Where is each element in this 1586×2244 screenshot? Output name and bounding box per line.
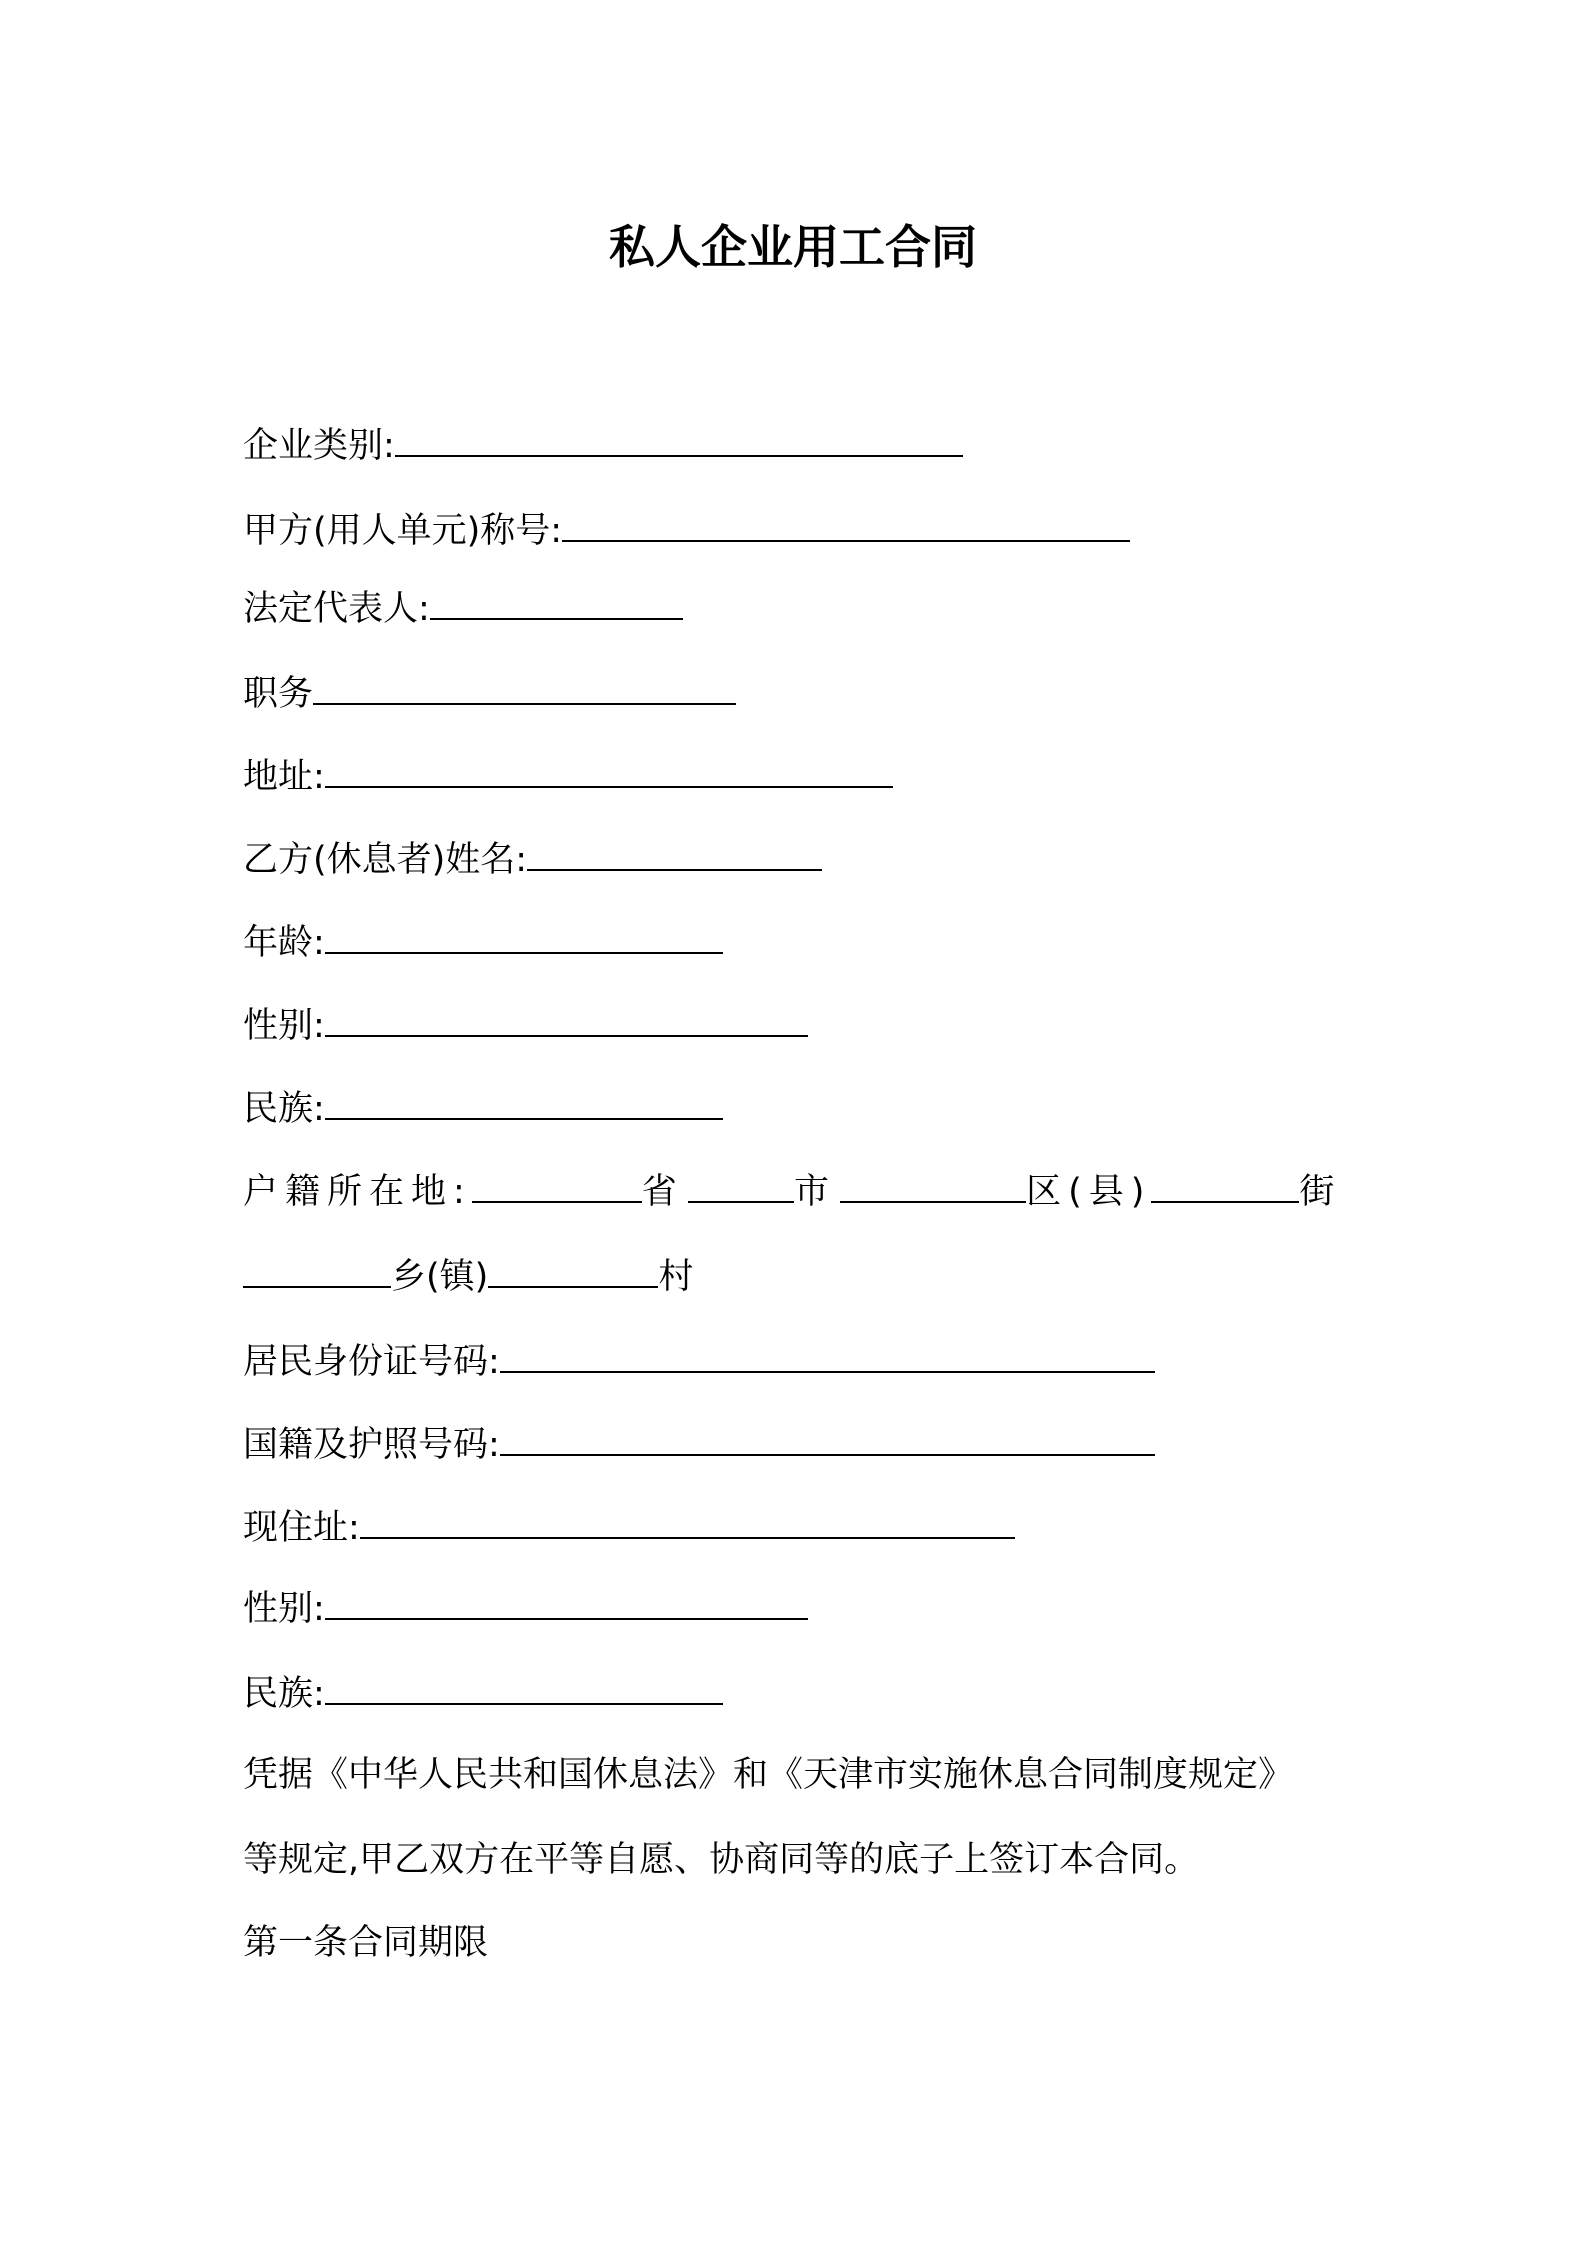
- id-number-label: 居民身份证号码:: [243, 1342, 500, 1382]
- township-label: 乡(镇): [391, 1257, 489, 1297]
- gender-label-2: 性别:: [243, 1589, 325, 1629]
- ethnicity-label: 民族:: [243, 1089, 325, 1129]
- age-label: 年龄:: [243, 923, 325, 963]
- paragraph-line-2: 等规定,甲乙双方在平等自愿、协商同等的底子上签订本合同。: [243, 1840, 1200, 1880]
- id-number-row: [243, 1337, 1155, 1383]
- gender-blank-2[interactable]: [325, 1584, 808, 1620]
- position-label: 职务: [243, 674, 314, 714]
- township-row: [243, 1252, 693, 1298]
- district-label: 区(县): [1026, 1172, 1152, 1212]
- gender-blank[interactable]: [325, 1001, 808, 1037]
- household-label: 户籍所在地:: [243, 1172, 472, 1212]
- nationality-passport-label: 国籍及护照号码:: [243, 1425, 500, 1465]
- city-blank[interactable]: [688, 1167, 794, 1203]
- party-a-name-label: 甲方(用人单元)称号:: [243, 511, 563, 551]
- party-b-name-blank[interactable]: [527, 835, 822, 871]
- party-a-name-blank[interactable]: [562, 506, 1130, 542]
- address-blank[interactable]: [325, 752, 893, 788]
- position-row: [243, 669, 736, 715]
- enterprise-type-label: 企业类别:: [243, 426, 395, 466]
- position-blank[interactable]: [313, 669, 736, 705]
- party-b-name-row: [243, 835, 822, 881]
- ethnicity-blank-2[interactable]: [325, 1669, 723, 1705]
- party-b-name-label: 乙方(休息者)姓名:: [243, 840, 528, 880]
- current-address-row: [243, 1503, 1015, 1549]
- paragraph-line-1: 凭据《中华人民共和国休息法》和《天津市实施休息合同制度规定》: [243, 1755, 1294, 1795]
- address-label: 地址:: [243, 757, 325, 797]
- id-number-blank[interactable]: [500, 1337, 1155, 1373]
- legal-rep-row: [243, 584, 683, 630]
- nationality-passport-row: [243, 1420, 1155, 1466]
- city-label: 市: [793, 1172, 829, 1212]
- nationality-passport-blank[interactable]: [500, 1420, 1155, 1456]
- province-blank[interactable]: [472, 1167, 642, 1203]
- household-row: [243, 1167, 1334, 1213]
- township-blank[interactable]: [243, 1252, 391, 1288]
- enterprise-type-blank[interactable]: [395, 421, 963, 457]
- ethnicity-row-2: [243, 1669, 723, 1715]
- province-label: 省: [641, 1172, 677, 1212]
- party-a-name-row: [243, 506, 1130, 552]
- enterprise-type-row: [243, 421, 963, 467]
- ethnicity-blank[interactable]: [325, 1084, 723, 1120]
- document-title: 私人企业用工合同: [609, 220, 977, 274]
- current-address-label: 现住址:: [243, 1508, 360, 1548]
- legal-rep-blank[interactable]: [430, 584, 683, 620]
- address-row: [243, 752, 893, 798]
- district-blank[interactable]: [840, 1167, 1026, 1203]
- legal-rep-label: 法定代表人:: [243, 589, 430, 629]
- gender-row-2: [243, 1584, 808, 1630]
- street-label: 街: [1299, 1172, 1335, 1212]
- street-blank[interactable]: [1151, 1167, 1299, 1203]
- village-label: 村: [658, 1257, 694, 1297]
- gender-label: 性别:: [243, 1006, 325, 1046]
- village-blank[interactable]: [488, 1252, 658, 1288]
- ethnicity-label-2: 民族:: [243, 1674, 325, 1714]
- gender-row: [243, 1001, 808, 1047]
- ethnicity-row: [243, 1084, 723, 1130]
- current-address-blank[interactable]: [360, 1503, 1015, 1539]
- age-row: [243, 918, 723, 964]
- section-heading: 第一条合同期限: [243, 1923, 489, 1963]
- age-blank[interactable]: [325, 918, 723, 954]
